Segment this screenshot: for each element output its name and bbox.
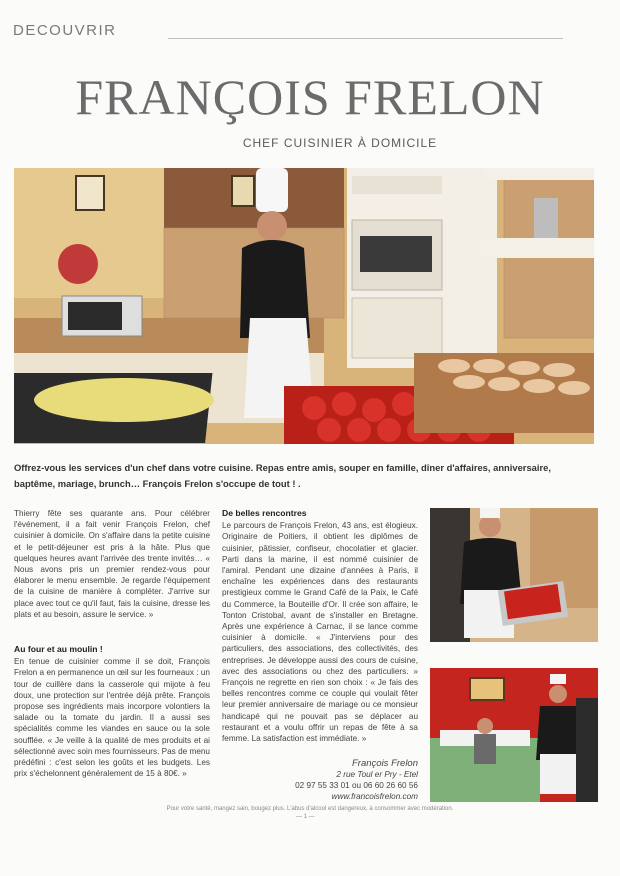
contact-signature xyxy=(222,758,418,802)
dining-room-photo xyxy=(430,668,598,802)
section-heading-rencontres: De belles rencontres xyxy=(222,508,307,518)
chef-tray-photo xyxy=(430,508,598,642)
contact-address: 2 rue Toul er Pry - Etel xyxy=(336,770,418,779)
section-divider xyxy=(168,38,563,39)
contact-website: www.francoisfrelon.com xyxy=(331,792,418,801)
section-body-rencontres: Le parcours de François Frelon, 43 ans, est élogieux. Originaire de Poitiers, il obtient les diplômes de cuisinier, pâtissier, confiseur, chocolatier et glacier. Parti dans la marine, il est nommé cuisinier de l'amiral. Pendant une dizaine d'années à Paris, il enchaîne les expériences dans des restaurants prestigieux comme le Grand Café de la Paix, le Café du Commerce, la Bouteille d'Or. Il crée son affaire, le Tonton Cristobal, avant de s'installer en Bretagne. Après une expérience à Carnac, il se lance comme cuisinier à domicile. « J'interviens pour des particuliers, des associations, des collectivités, des entreprises. Je développe aussi des cours de cuisine, avec des associations ou chez des particuliers. » François ne regrette en rien son choix : « Je fais des belles rencontres comme ce couple qui voulait fêter leur premier anniversaire de mariage ou ce monsieur handicapé qui ne pouvait pas se déplacer au restaurant et a voulu offrir un repas de fête à sa femme. La satisfaction est immédiate. » xyxy=(222,521,418,744)
section-label: DECOUVRIR xyxy=(13,22,117,39)
contact-name: François Frelon xyxy=(352,758,418,769)
page-number: — 1 — xyxy=(296,814,315,820)
section-body-four: En tenue de cuisinier comme il se doit, François Frelon a en permanence un œil sur les fourneaux : un tour de cuillère dans la casserole qui mijote à feu doux, une protection sur l'entrée déjà prête. François propose ses ingrédients mais incorpore volontiers la salade ou la tomate du jardin. Il a aussi ses spécialités comme les viandes en sauce ou la sole soufflée. « Je veille à la qualité de mes produits et ai sélectionné avec soin mes fournisseurs. Pas de menu prédéfini : c'est selon les goûts et les budgets. Les prix s'échelonnent généralement de 15 à 80€. » xyxy=(14,657,210,779)
column-1-section xyxy=(14,644,210,779)
column-1-intro xyxy=(14,508,210,620)
contact-phone: 02 97 55 33 01 ou 06 60 26 60 56 xyxy=(295,781,418,790)
article-subtitle: CHEF CUISINIER À DOMICILE xyxy=(242,136,438,150)
lead-paragraph: Offrez-vous les services d'un chef dans votre cuisine. Repas entre amis, souper en famille, dîner d'affaires, anniversaire, baptême, mariage, brunch… François Frelon s'occupe de tout ! . xyxy=(14,462,551,489)
intro-paragraph: Thierry fête ses quarante ans. Pour célébrer l'événement, il a fait venir François Frelon, chef cuisinier à domicile. On s'affaire dans la petite cuisine et le petit-déjeuner est pris à la hâte. Plus que quelques heures avant l'arrivée des trente invités… « Nous avons pris un premier rendez-vous pour élaborer le menu ensemble. Je regarde l'équipement de la cuisine de manière à compléter. J'arrive sur place avec tout ce qu'il faut, fais la cuisine, dresse les plats et au besoin, assure le service. » xyxy=(14,509,210,619)
section-heading-four: Au four et au moulin ! xyxy=(14,644,103,654)
article-title: FRANÇOIS FRELON xyxy=(75,69,545,125)
kitchen-photo xyxy=(14,168,594,444)
column-2 xyxy=(222,508,418,744)
health-notice: Pour votre santé, mangez sain, bougez plus. L'abus d'alcool est dangereux, à consommer avec modération. xyxy=(166,806,454,812)
